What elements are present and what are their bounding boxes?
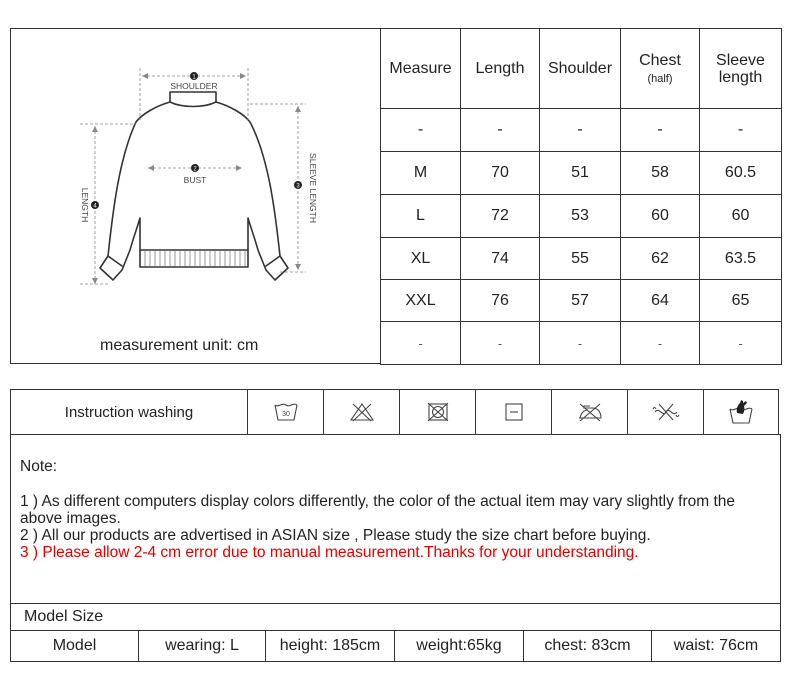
model-weight: weight:65kg [394,630,524,662]
sleeve-length-label: SLEEVE LENGTH [308,153,318,223]
hand-wash-30-icon [247,389,324,435]
marker-length [91,201,99,209]
dry-flat-icon [475,389,552,435]
model-cell: Model [10,630,139,662]
note-section [10,434,781,604]
note-line-2: 2 ) All our products are advertised in ASIAN size , Please study the size chart before buying. [20,527,651,544]
table-row: - - - - - [381,322,782,365]
svg-text:3: 3 [296,183,300,190]
header-measure: Measure [381,29,461,109]
sweater-diagram [70,60,340,300]
marker-sleeve-length [294,181,302,189]
note-title: Note: [20,458,58,475]
hem-ribbing [145,251,245,266]
sweater-outline [100,92,288,280]
svg-text:30: 30 [281,411,290,418]
note-line-1: 1 ) As different computers display colors differently, the color of the actual item may vary slightly from the above images. [20,493,736,527]
shoulder-label: SHOULDER [170,81,218,91]
do-not-bleach-icon [323,389,400,435]
marker-shoulder [190,72,198,80]
table-row: XXL 76 57 64 65 [381,280,782,322]
note-line-3: 3 ) Please allow 2-4 cm error due to manual measurement.Thanks for your understanding. [20,544,639,561]
model-waist: waist: 76cm [651,630,781,662]
table-row: L 72 53 60 60 [381,195,782,238]
table-row: M 70 51 58 60.5 [381,152,782,195]
size-table-header [381,29,782,109]
model-size-row [10,630,781,662]
unit-note: measurement unit: cm [100,337,259,354]
header-sleeve-length: Sleeve length [700,29,782,109]
svg-text:4: 4 [93,203,97,210]
header-chest: Chest (half) [621,29,700,109]
marker-bust [191,164,199,172]
model-size-title: Model Size [10,603,781,631]
model-chest: chest: 83cm [523,630,652,662]
header-shoulder: Shoulder [540,29,621,109]
washing-label: Instruction washing [10,389,248,435]
size-table [380,28,782,365]
do-not-iron-icon [551,389,628,435]
table-row: - - - - - [381,109,782,152]
do-not-wring-icon [627,389,704,435]
washing-instructions [10,389,781,435]
model-height: height: 185cm [265,630,395,662]
bust-label: BUST [183,175,207,185]
length-label: LENGTH [80,187,90,223]
model-wearing: wearing: L [138,630,266,662]
table-row: XL 74 55 62 63.5 [381,238,782,280]
svg-text:1: 1 [192,74,196,81]
svg-text:2: 2 [193,166,197,173]
header-length: Length [461,29,540,109]
do-not-tumble-dry-icon [399,389,476,435]
hand-wash-icon [703,389,779,435]
